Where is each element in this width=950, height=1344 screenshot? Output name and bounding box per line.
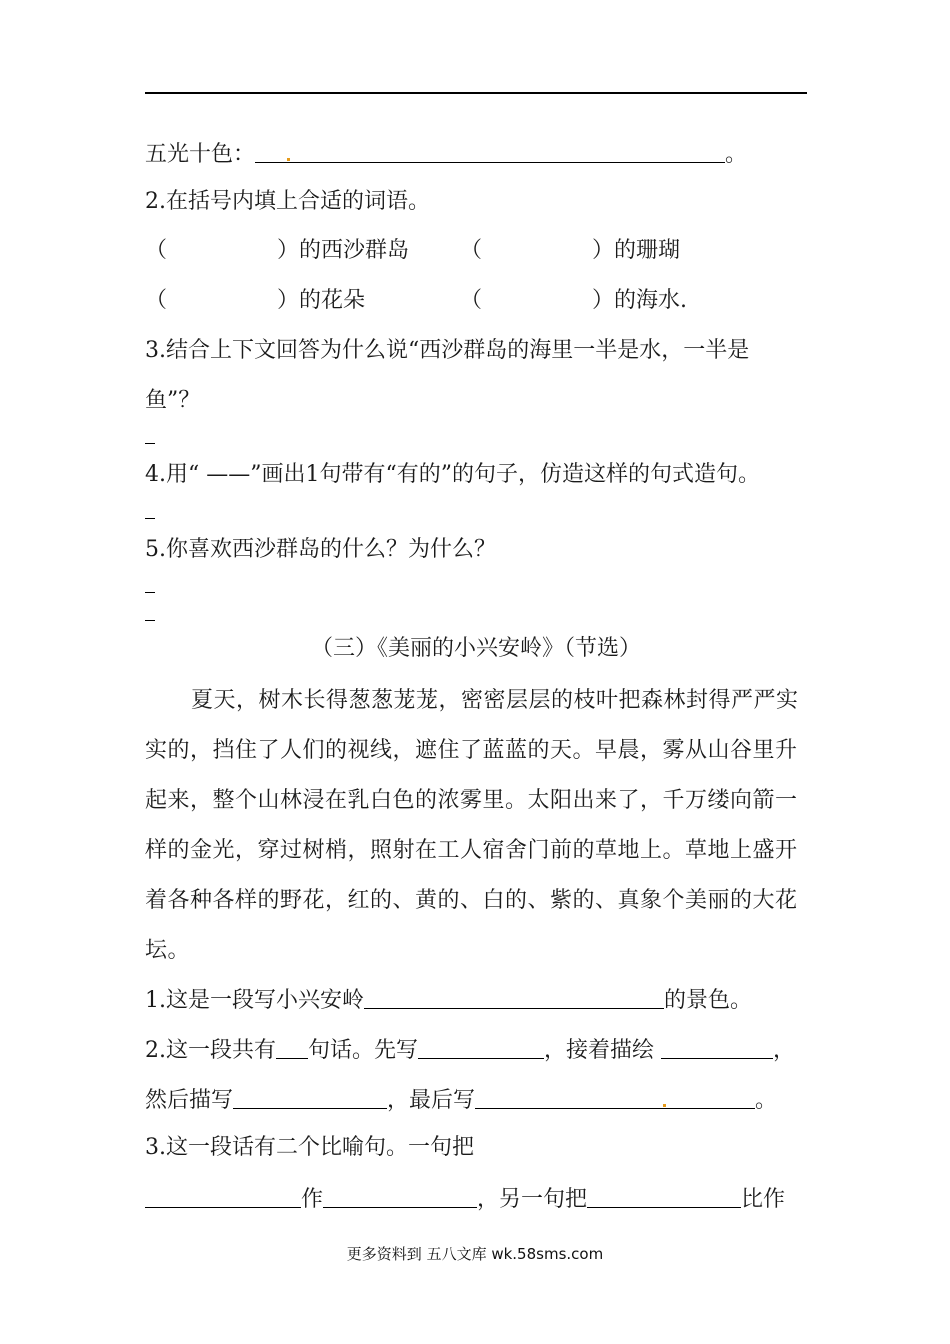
fill-line-wuguang — [145, 138, 747, 170]
answer-blank[interactable] — [661, 1036, 773, 1059]
marker-dot — [663, 1104, 666, 1107]
answer-blank[interactable] — [276, 1036, 308, 1059]
answer-blank[interactable] — [475, 1086, 755, 1109]
s3-q2-text-c: ，接着描绘 — [544, 1038, 655, 1063]
q2-row1-right: （ ）的珊瑚 — [460, 238, 681, 263]
question-3-line1: 3.结合上下文回答为什么说“西沙群岛的海里一半是水，一半是 — [145, 338, 750, 363]
section-title: （三）《美丽的小兴安岭》（节选） — [310, 636, 641, 661]
s3-question-2-cont — [145, 1084, 777, 1116]
s3-q2b-text-b: ，最后写 — [387, 1088, 476, 1113]
s3-q2b-text-a: 然后描写 — [145, 1088, 234, 1113]
s3-q3b-text-b: ，另一句把 — [477, 1187, 588, 1212]
answer-blank[interactable] — [587, 1185, 741, 1208]
s3-q3b-text-c: 比作 — [741, 1187, 786, 1212]
s3-q1-text-a: 1.这是一段写小兴安岭 — [145, 988, 364, 1013]
s3-question-3-cont — [145, 1183, 785, 1215]
answer-dash[interactable] — [145, 518, 155, 519]
s3-q2-text-a: 2.这一段共有 — [145, 1038, 276, 1063]
marker-dot — [287, 158, 290, 161]
top-rule — [145, 92, 807, 94]
answer-blank[interactable] — [255, 140, 725, 163]
s3-q3b-text-a: 作 — [301, 1187, 324, 1212]
s3-question-1 — [145, 984, 752, 1016]
fill-end: 。 — [725, 142, 748, 167]
question-4: 4.用“ ——”画出1句带有“有的”的句子，仿造这样的句式造句。 — [145, 462, 760, 487]
passage — [145, 676, 807, 976]
answer-dash[interactable] — [145, 620, 155, 621]
q2-row2-left: （ ）的花朵 — [145, 288, 366, 313]
answer-blank[interactable] — [418, 1036, 544, 1059]
fill-label: 五光十色： — [145, 142, 256, 167]
question-5: 5.你喜欢西沙群岛的什么？为什么？ — [145, 537, 496, 562]
answer-blank[interactable] — [233, 1086, 387, 1109]
s3-q1-text-b: 的景色。 — [664, 988, 753, 1013]
s3-q2-text-b: 句话。先写 — [308, 1038, 419, 1063]
footer-watermark: 更多资料到 五八文库 wk.58sms.com — [346, 1245, 604, 1263]
passage-text: 夏天，树木长得葱葱茏茏，密密层层的枝叶把森林封得严严实实的，挡住了人们的视线，遮住了蓝蓝的天。早晨，雾从山谷里升起来，整个山林浸在乳白色的浓雾里。太阳出来了，千万缕向箭一样的金光，穿过树梢，照射在工人宿舍门前的草地上。草地上盛开着各种各样的野花，红的、黄的、白的、紫的、真象个美丽的大花坛。 — [145, 688, 799, 963]
answer-dash[interactable] — [145, 592, 155, 593]
answer-dash[interactable] — [145, 443, 155, 444]
question-3-line2: 鱼”？ — [145, 388, 201, 413]
s3-question-2 — [145, 1034, 795, 1066]
answer-blank[interactable] — [364, 986, 664, 1009]
answer-blank[interactable] — [323, 1185, 477, 1208]
answer-blank[interactable] — [145, 1185, 301, 1208]
question-2-prompt: 2.在括号内填上合适的词语。 — [145, 189, 430, 214]
s3-q2-text-d: ， — [773, 1038, 796, 1063]
s3-question-3: 3.这一段话有二个比喻句。一句把 — [145, 1135, 474, 1160]
q2-row1-left: （ ）的西沙群岛 — [145, 238, 410, 263]
s3-q2b-text-c: 。 — [755, 1088, 778, 1113]
q2-row2-right: （ ）的海水. — [460, 288, 687, 313]
